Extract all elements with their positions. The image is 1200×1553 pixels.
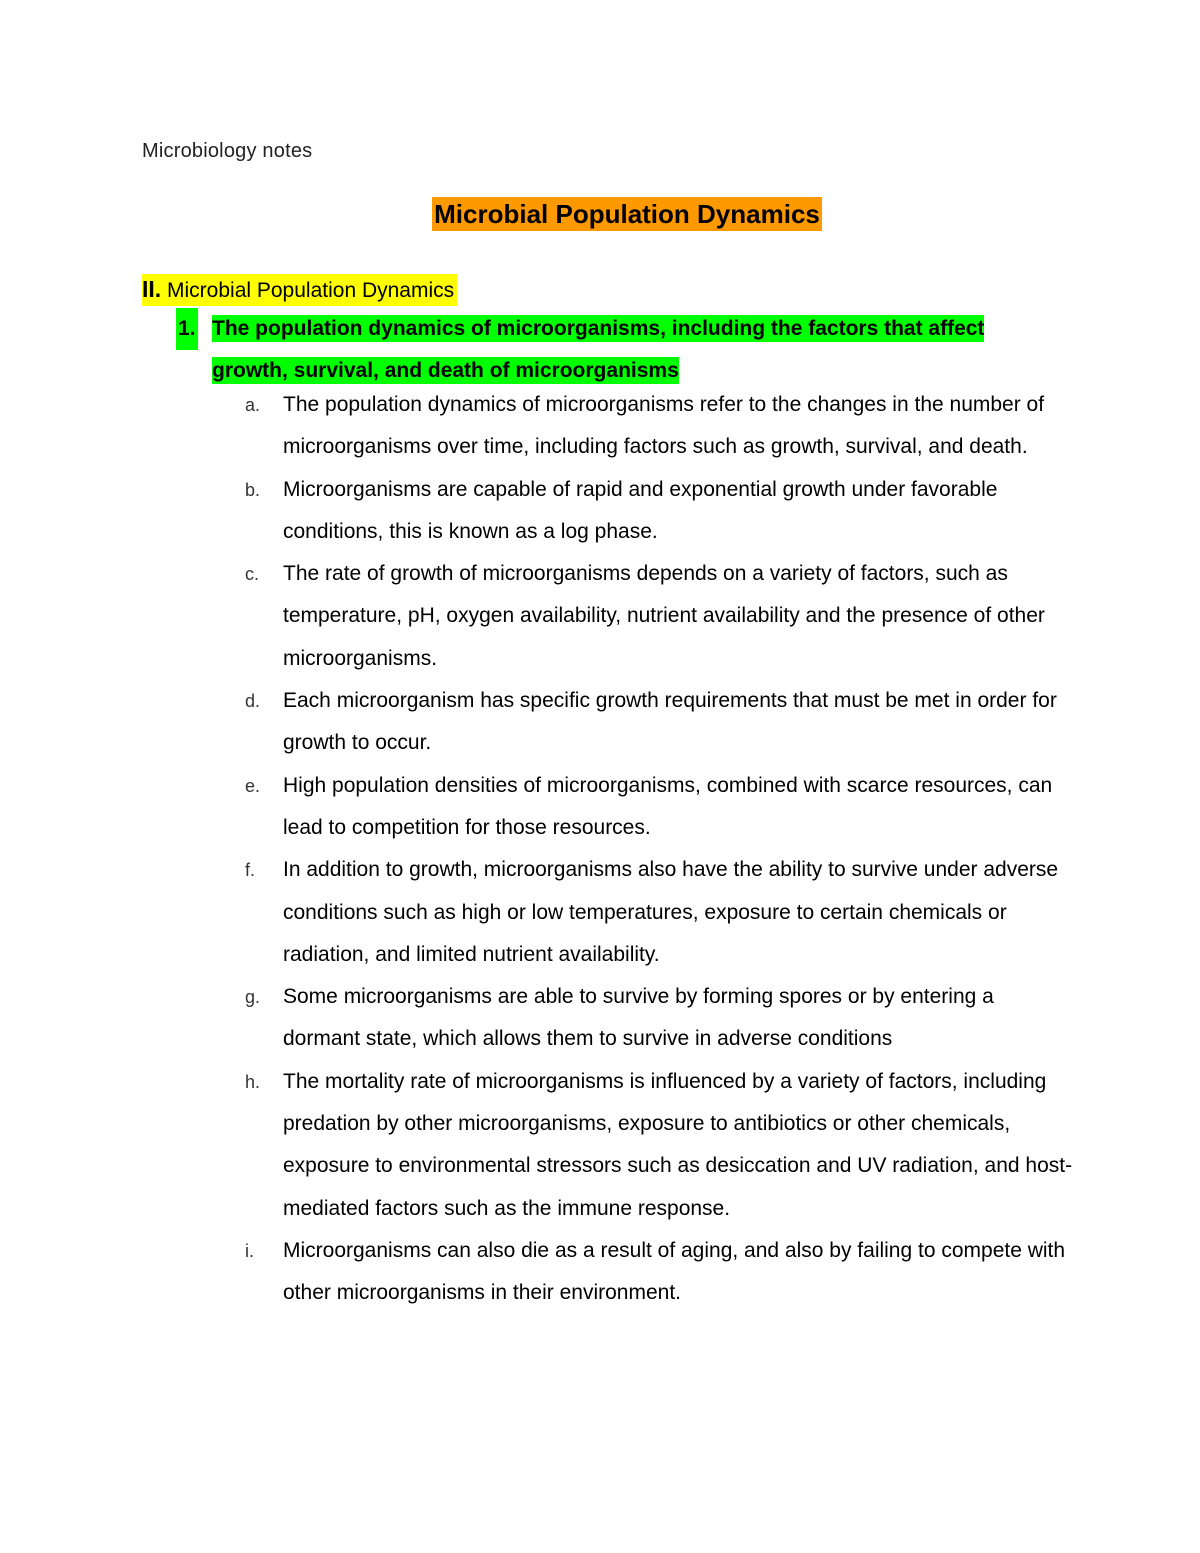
section-heading xyxy=(142,274,457,306)
list-marker: g. xyxy=(245,987,261,1008)
section-number: II. xyxy=(142,276,162,302)
document-subtitle: Microbiology notes xyxy=(142,140,313,162)
list-marker: h. xyxy=(245,1071,261,1092)
list-item-text: In addition to growth, microorganisms also have the ability to survive under adverse conditions such as high or low temperatures, exposure to certain chemicals or radiation, and limited nutrient availability. xyxy=(283,858,1059,966)
list-item-text: High population densities of microorganisms, combined with scarce resources, can lead to competition for those resources. xyxy=(283,773,1053,839)
list-marker: d. xyxy=(245,691,261,712)
topic-text: The population dynamics of microorganisms, including the factors that affect growth, survival, and death of microorganisms xyxy=(212,317,985,382)
list-item xyxy=(245,469,1075,554)
list-item-text: The population dynamics of microorganisms refer to the changes in the number of microorganisms over time, including factors such as growth, survival, and death. xyxy=(283,393,1045,459)
list-item xyxy=(245,384,1075,469)
document-title: Microbial Population Dynamics xyxy=(434,199,820,229)
list-marker: c. xyxy=(245,564,260,585)
list-item-text: Microorganisms can also die as a result of aging, and also by failing to compete with other microorganisms in their environment. xyxy=(283,1238,1066,1305)
list-marker: a. xyxy=(245,395,261,415)
list-marker: e. xyxy=(245,775,261,796)
list-marker: i. xyxy=(245,1240,254,1261)
list-item-text: The rate of growth of microorganisms depends on a variety of factors, such as temperature, pH, oxygen availability, nutrient availability and the presence of other microorganisms. xyxy=(283,562,1045,670)
list-item xyxy=(245,849,1075,976)
list-item xyxy=(245,553,1075,680)
topic-text-wrap xyxy=(176,308,1056,392)
list-item-text: Some microorganisms are able to survive by forming spores or by entering a dormant state, which allows them to survive in adverse conditions xyxy=(283,985,994,1051)
list-item xyxy=(245,1230,1075,1315)
list-item-text: Each microorganism has specific growth requirements that must be met in order for growth to occur. xyxy=(283,689,1057,755)
list-item-text: The mortality rate of microorganisms is influenced by a variety of factors, including predation by other microorganisms, exposure to antibiotics or other chemicals, exposure to environmental stressors such as desiccation and UV radiation, and host-mediated factors such as the immune response. xyxy=(283,1069,1073,1220)
list-marker: b. xyxy=(245,479,261,500)
title-row xyxy=(0,197,1200,231)
section-heading-text: Microbial Population Dynamics xyxy=(167,279,455,302)
list-item-text: Microorganisms are capable of rapid and exponential growth under favorable conditions, this is known as a log phase. xyxy=(283,477,998,543)
topic-heading xyxy=(176,308,1056,392)
list-item xyxy=(245,680,1075,765)
list-item xyxy=(245,1061,1075,1230)
list-item xyxy=(245,976,1075,1061)
topic-number: 1. xyxy=(176,308,198,350)
list-marker: f. xyxy=(245,860,256,881)
list-item xyxy=(245,765,1075,850)
notes-list xyxy=(245,384,1075,1315)
